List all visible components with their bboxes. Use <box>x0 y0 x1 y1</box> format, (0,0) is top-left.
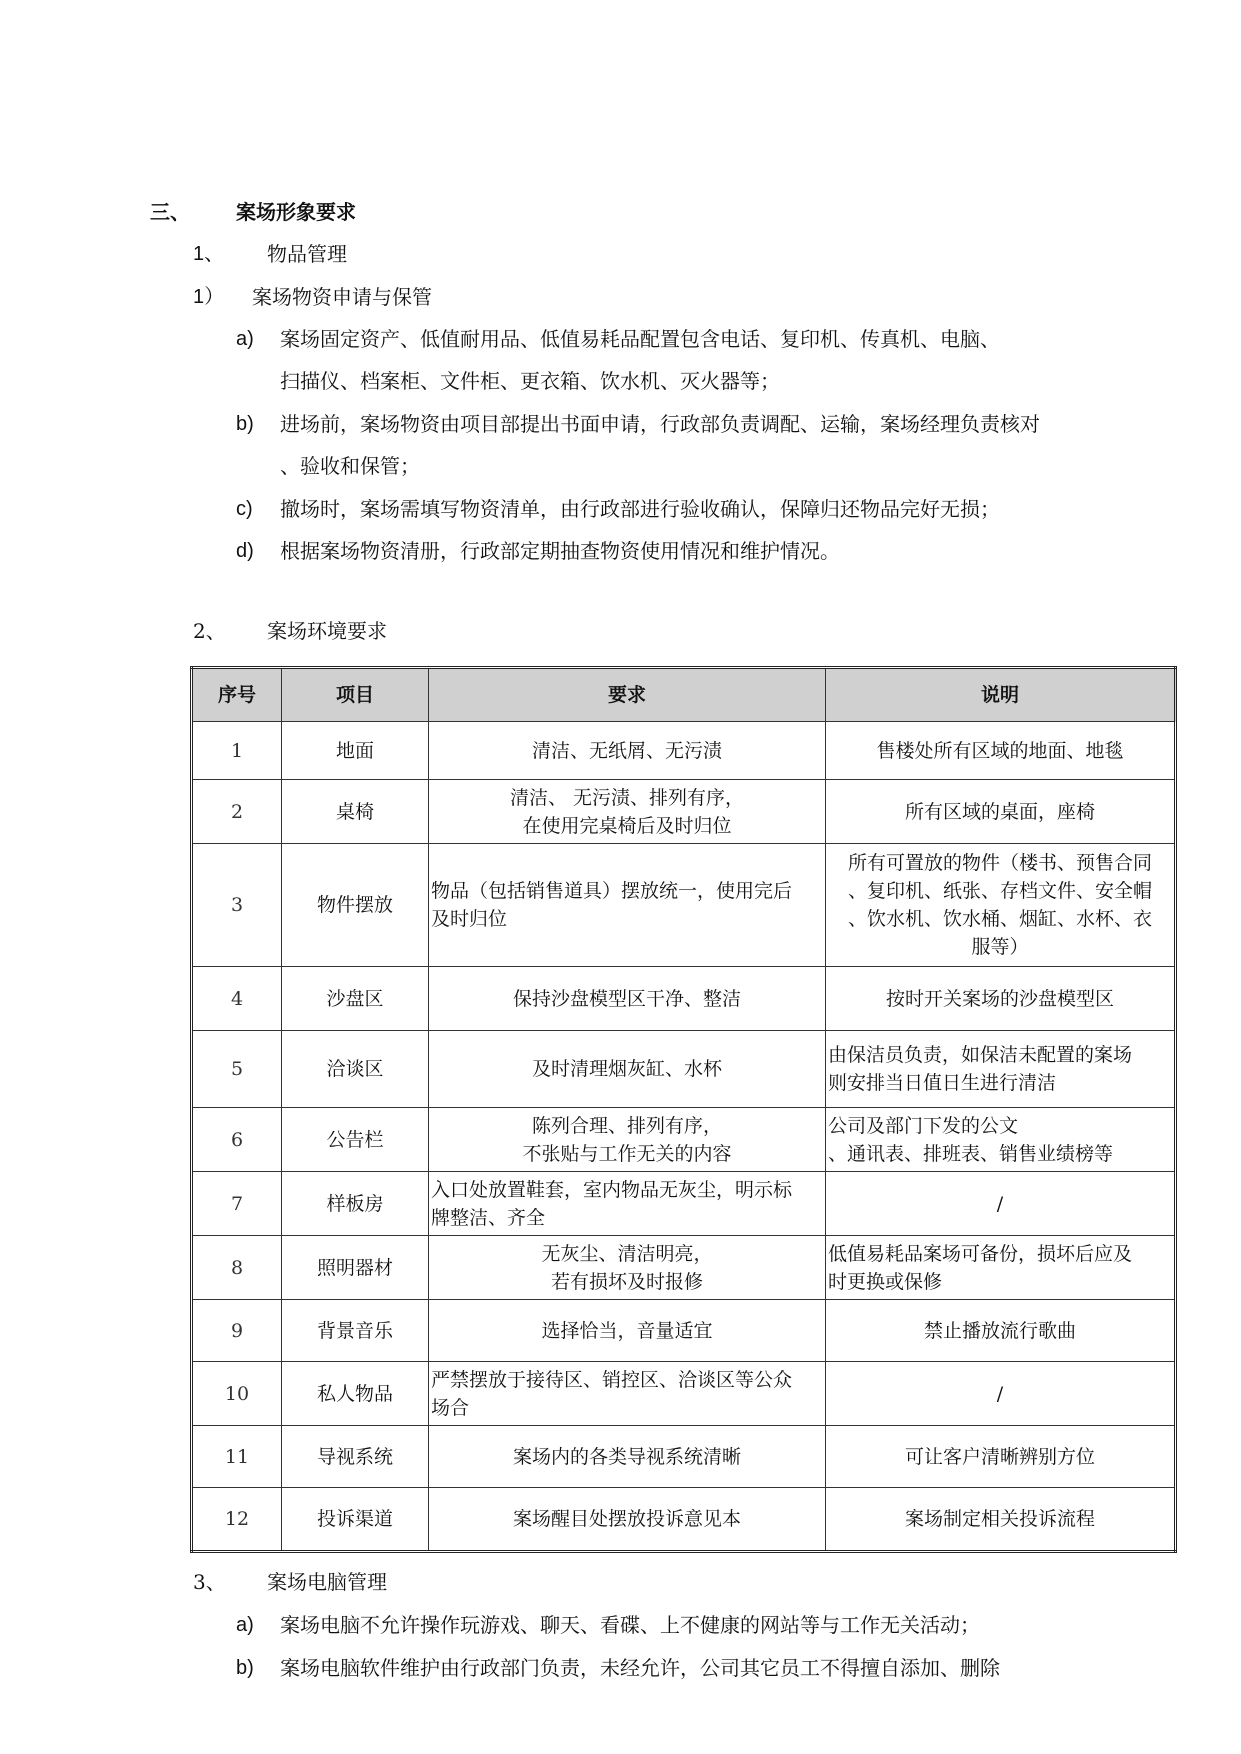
table-row <box>192 722 1176 780</box>
header-no: 序号 <box>192 668 282 722</box>
cell-item: 地面 <box>282 722 429 780</box>
cell-note <box>826 1108 1176 1172</box>
cell-requirement-line: 清洁、 无污渍、排列有序， <box>509 786 745 809</box>
cell-requirement <box>429 722 826 780</box>
cell-no: 9 <box>192 1300 282 1362</box>
cell-note <box>826 1172 1176 1236</box>
cell-requirement-line: 案场醒目处摆放投诉意见本 <box>512 1508 741 1530</box>
cell-item: 公告栏 <box>282 1108 429 1172</box>
list-item-line: 案场固定资产、低值耐用品、低值易耗品配置包含电话、复印机、传真机、电脑、 <box>280 327 1000 351</box>
cell-note <box>826 780 1176 844</box>
cell-requirement-line: 及时清理烟灰缸、水杯 <box>531 1058 722 1080</box>
header-note: 说明 <box>826 668 1176 722</box>
cell-no: 2 <box>192 780 282 844</box>
cell-requirement-line: 案场内的各类导视系统清晰 <box>512 1445 741 1468</box>
cell-note-line: 、复印机、纸张、存档文件、安全帽 <box>847 880 1152 902</box>
cell-requirement <box>429 1300 826 1362</box>
cell-no: 5 <box>192 1031 282 1108</box>
cell-note-line: 所有区域的桌面，座椅 <box>904 800 1095 823</box>
cell-item: 投诉渠道 <box>282 1488 429 1552</box>
header-item: 项目 <box>282 668 429 722</box>
table-row <box>192 780 1176 844</box>
cell-requirement-line: 及时归位 <box>431 908 508 930</box>
cell-item: 导视系统 <box>282 1426 429 1488</box>
cell-note-line: 时更换或保修 <box>828 1270 943 1293</box>
sub-subsection-number: 1） <box>193 286 225 308</box>
list-item-line: 案场电脑不允许操作玩游戏、聊天、看碟、上不健康的网站等与工作无关活动； <box>280 1613 980 1637</box>
list-item-line: 进场前，案场物资由项目部提出书面申请，行政部负责调配、运输，案场经理负责核对 <box>280 412 1040 436</box>
cell-item: 私人物品 <box>282 1362 429 1426</box>
cell-requirement-line: 不张贴与工作无关的内容 <box>522 1142 732 1165</box>
subsection-title: 案场电脑管理 <box>267 1570 387 1594</box>
table-header-row <box>192 668 1176 722</box>
cell-note-line: 案场制定相关投诉流程 <box>904 1508 1095 1530</box>
table-row <box>192 1300 1176 1362</box>
cell-requirement <box>429 844 826 967</box>
cell-note-line: 可让客户清晰辨别方位 <box>904 1445 1095 1468</box>
cell-note <box>826 1300 1176 1362</box>
table-row <box>192 1108 1176 1172</box>
cell-no: 11 <box>192 1426 282 1488</box>
cell-note <box>826 1426 1176 1488</box>
subsection-number: 1、 <box>193 243 225 265</box>
header-requirement: 要求 <box>429 668 826 722</box>
cell-requirement-line: 无灰尘、清洁明亮， <box>541 1242 713 1265</box>
subsection-title: 案场环境要求 <box>267 619 387 643</box>
cell-no: 8 <box>192 1236 282 1300</box>
cell-note-line: 由保洁员负责，如保洁未配置的案场 <box>828 1044 1133 1066</box>
list-marker: b) <box>236 1657 254 1679</box>
cell-item: 背景音乐 <box>282 1300 429 1362</box>
cell-no: 10 <box>192 1362 282 1426</box>
cell-note <box>826 1031 1176 1108</box>
cell-note-line: 所有可置放的物件（楼书、预售合同 <box>847 852 1152 874</box>
cell-requirement <box>429 780 826 844</box>
cell-requirement <box>429 1488 826 1552</box>
cell-item: 洽谈区 <box>282 1031 429 1108</box>
cell-note-line: / <box>996 1382 1004 1405</box>
list-marker: b) <box>236 413 254 435</box>
sub-subsection-title: 案场物资申请与保管 <box>252 285 432 309</box>
cell-item: 照明器材 <box>282 1236 429 1300</box>
list-marker: a) <box>236 1614 254 1636</box>
cell-requirement <box>429 1426 826 1488</box>
cell-note-line: 、饮水机、饮水桶、烟缸、水杯、衣 <box>847 908 1152 930</box>
environment-requirements-table <box>190 666 1177 1553</box>
table-row <box>192 1362 1176 1426</box>
cell-requirement-line: 若有损坏及时报修 <box>550 1270 703 1293</box>
cell-requirement-line: 陈列合理、排列有序， <box>531 1114 722 1137</box>
subsection-number: 2、 <box>193 619 226 643</box>
list-marker: d) <box>236 540 254 562</box>
cell-requirement-line: 严禁摆放于接待区、销控区、洽谈区等公众 <box>431 1368 793 1391</box>
cell-requirement-line: 场合 <box>431 1396 470 1419</box>
cell-note <box>826 844 1176 967</box>
cell-no: 12 <box>192 1488 282 1552</box>
cell-note-line: 公司及部门下发的公文 <box>828 1114 1019 1137</box>
cell-requirement <box>429 1172 826 1236</box>
cell-no: 7 <box>192 1172 282 1236</box>
cell-item: 样板房 <box>282 1172 429 1236</box>
cell-note <box>826 967 1176 1031</box>
cell-no: 3 <box>192 844 282 967</box>
section-title: 案场形象要求 <box>236 200 356 224</box>
cell-requirement <box>429 1236 826 1300</box>
cell-no: 6 <box>192 1108 282 1172</box>
cell-note-line: 按时开关案场的沙盘模型区 <box>885 987 1114 1010</box>
cell-note <box>826 722 1176 780</box>
cell-no: 1 <box>192 722 282 780</box>
cell-requirement-line: 清洁、无纸屑、无污渍 <box>531 739 722 762</box>
cell-requirement-line: 保持沙盘模型区干净、整洁 <box>512 987 741 1010</box>
cell-item: 桌椅 <box>282 780 429 844</box>
table-row <box>192 1172 1176 1236</box>
cell-note-line: / <box>996 1192 1004 1215</box>
list-marker: a) <box>236 328 254 350</box>
section-number: 三、 <box>150 200 190 224</box>
cell-note-line: 低值易耗品案场可备份，损坏后应及 <box>828 1242 1133 1265</box>
cell-requirement-line: 入口处放置鞋套，室内物品无灰尘，明示标 <box>431 1178 793 1201</box>
cell-note <box>826 1362 1176 1426</box>
cell-note-line: 则安排当日值日生进行清洁 <box>828 1072 1057 1094</box>
cell-item: 沙盘区 <box>282 967 429 1031</box>
cell-requirement <box>429 967 826 1031</box>
cell-requirement <box>429 1362 826 1426</box>
list-marker: c) <box>236 498 253 520</box>
cell-requirement-line: 物品（包括销售道具）摆放统一，使用完后 <box>431 880 793 902</box>
cell-note-line: 、通讯表、排班表、销售业绩榜等 <box>828 1142 1114 1165</box>
cell-requirement-line: 选择恰当，音量适宜 <box>541 1319 713 1342</box>
table-row <box>192 1236 1176 1300</box>
cell-item: 物件摆放 <box>282 844 429 967</box>
cell-requirement <box>429 1031 826 1108</box>
cell-note <box>826 1488 1176 1552</box>
cell-requirement-line: 牌整洁、齐全 <box>431 1206 546 1229</box>
cell-no: 4 <box>192 967 282 1031</box>
cell-note <box>826 1236 1176 1300</box>
table-row <box>192 1488 1176 1552</box>
list-item-line: 案场电脑软件维护由行政部门负责，未经允许，公司其它员工不得擅自添加、删除 <box>280 1656 1000 1680</box>
list-item-line: 、验收和保管； <box>280 454 420 478</box>
table-row <box>192 1426 1176 1488</box>
list-item-line: 撤场时，案场需填写物资清单，由行政部进行验收确认，保障归还物品完好无损； <box>280 497 1000 521</box>
table-row <box>192 967 1176 1031</box>
list-item-line: 扫描仪、档案柜、文件柜、更衣箱、饮水机、灭火器等； <box>280 369 780 393</box>
subsection-title: 物品管理 <box>267 242 347 266</box>
cell-note-line: 服等） <box>971 936 1029 958</box>
subsection-number: 3、 <box>193 1570 226 1594</box>
cell-requirement <box>429 1108 826 1172</box>
cell-requirement-line: 在使用完桌椅后及时归位 <box>522 814 732 837</box>
list-item-line: 根据案场物资清册，行政部定期抽查物资使用情况和维护情况。 <box>280 539 840 563</box>
table-row <box>192 1031 1176 1108</box>
table-row <box>192 844 1176 967</box>
cell-note-line: 售楼处所有区域的地面、地毯 <box>876 739 1124 762</box>
cell-note-line: 禁止播放流行歌曲 <box>923 1319 1076 1342</box>
